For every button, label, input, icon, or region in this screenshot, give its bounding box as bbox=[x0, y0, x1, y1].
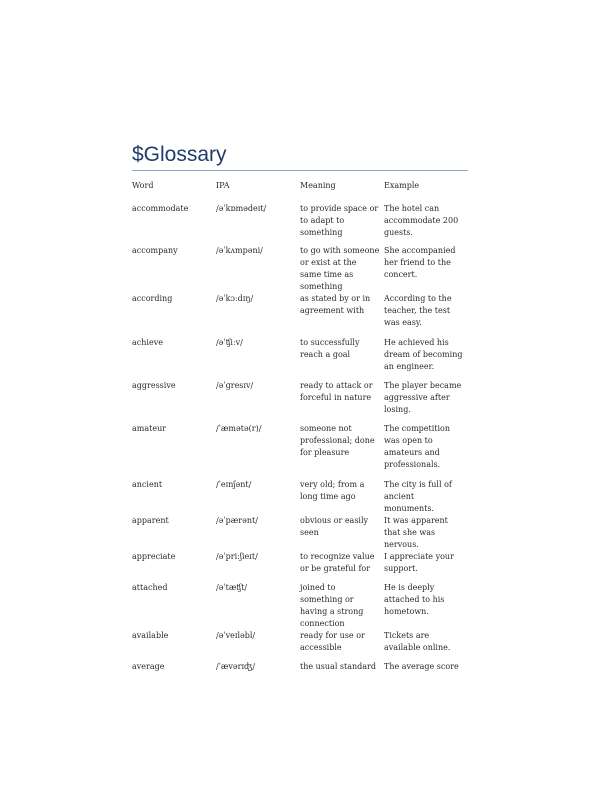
cell-example: She accompanied her friend to the concert. bbox=[384, 246, 456, 279]
table-row bbox=[132, 630, 468, 661]
table-row bbox=[132, 423, 468, 479]
table-row bbox=[132, 582, 468, 630]
cell-ipa: /əˈpriːʃieɪt/ bbox=[216, 552, 258, 561]
table-row bbox=[132, 380, 468, 423]
cell-word: ancient bbox=[132, 480, 163, 489]
table-row bbox=[132, 479, 468, 515]
cell-ipa: /əˈʧiːv/ bbox=[216, 338, 243, 347]
table-row bbox=[132, 337, 468, 380]
cell-example: Tickets are available online. bbox=[384, 631, 451, 652]
cell-example: The average score bbox=[384, 662, 459, 671]
cell-example: He achieved his dream of becoming an engineer. bbox=[384, 338, 463, 371]
cell-word: aggressive bbox=[132, 381, 176, 390]
cell-example: It was apparent that she was nervous. bbox=[384, 516, 448, 549]
cell-word: accompany bbox=[132, 246, 178, 255]
cell-meaning: the usual standard bbox=[300, 662, 377, 671]
column-header-word: Word bbox=[132, 181, 154, 190]
column-header-meaning: Meaning bbox=[300, 181, 336, 190]
cell-ipa: /ˈævərɪʤ/ bbox=[216, 662, 256, 671]
cell-meaning: as stated by or in agreement with bbox=[300, 294, 371, 315]
cell-meaning: someone not professional; done for pleasure bbox=[300, 424, 375, 457]
cell-meaning: ready for use or accessible bbox=[300, 631, 365, 652]
cell-ipa: /əˈpærənt/ bbox=[216, 516, 258, 525]
table-row bbox=[132, 515, 468, 551]
cell-word: accommodate bbox=[132, 204, 189, 213]
cell-ipa: /əˈkɔːdɪŋ/ bbox=[216, 294, 254, 303]
cell-example: According to the teacher, the test was easy. bbox=[384, 294, 452, 327]
page-title: $Glossary bbox=[132, 143, 227, 166]
cell-example: I appreciate your support. bbox=[384, 552, 454, 573]
cell-word: attached bbox=[132, 583, 168, 592]
cell-ipa: /əˈkɒmədeɪt/ bbox=[216, 204, 267, 213]
title-underline bbox=[132, 170, 468, 171]
cell-meaning: to successfully reach a goal bbox=[300, 338, 360, 359]
cell-example: The competition was open to amateurs and professionals. bbox=[384, 424, 451, 469]
cell-example: The city is full of ancient monuments. bbox=[384, 480, 452, 513]
cell-ipa: /əˈveɪləbl/ bbox=[216, 631, 256, 640]
cell-word: according bbox=[132, 294, 173, 303]
table-row bbox=[132, 551, 468, 582]
cell-word: apparent bbox=[132, 516, 169, 525]
cell-ipa: /ˈeɪnʃənt/ bbox=[216, 480, 252, 489]
cell-word: available bbox=[132, 631, 169, 640]
table-row bbox=[132, 245, 468, 293]
cell-word: amateur bbox=[132, 424, 167, 433]
cell-word: appreciate bbox=[132, 552, 176, 561]
cell-example: He is deeply attached to his hometown. bbox=[384, 583, 445, 616]
cell-meaning: very old; from a long time ago bbox=[300, 480, 365, 501]
glossary-table bbox=[132, 180, 468, 681]
table-row bbox=[132, 661, 468, 681]
column-header-ipa: IPA bbox=[216, 181, 230, 190]
cell-ipa: /ˈæmətə(r)/ bbox=[216, 424, 262, 433]
cell-meaning: ready to attack or forceful in nature bbox=[300, 381, 373, 402]
cell-meaning: joined to something or having a strong connection bbox=[300, 583, 364, 628]
cell-example: The hotel can accommodate 200 guests. bbox=[384, 204, 459, 237]
cell-meaning: to go with someone or exist at the same time as something bbox=[300, 246, 380, 291]
column-header-example: Example bbox=[384, 181, 420, 190]
cell-meaning: to recognize value or be grateful for bbox=[300, 552, 375, 573]
cell-example: The player became aggressive after losing. bbox=[384, 381, 462, 414]
cell-word: achieve bbox=[132, 338, 163, 347]
cell-meaning: to provide space or to adapt to something bbox=[300, 204, 379, 237]
cell-ipa: /əˈɡresɪv/ bbox=[216, 381, 254, 390]
cell-ipa: /əˈkʌmpəni/ bbox=[216, 246, 263, 255]
table-row bbox=[132, 293, 468, 337]
cell-word: average bbox=[132, 662, 165, 671]
cell-ipa: /əˈtæʧt/ bbox=[216, 583, 248, 592]
cell-meaning: obvious or easily seen bbox=[300, 516, 369, 537]
table-row bbox=[132, 203, 468, 245]
table-header-row bbox=[132, 180, 468, 203]
